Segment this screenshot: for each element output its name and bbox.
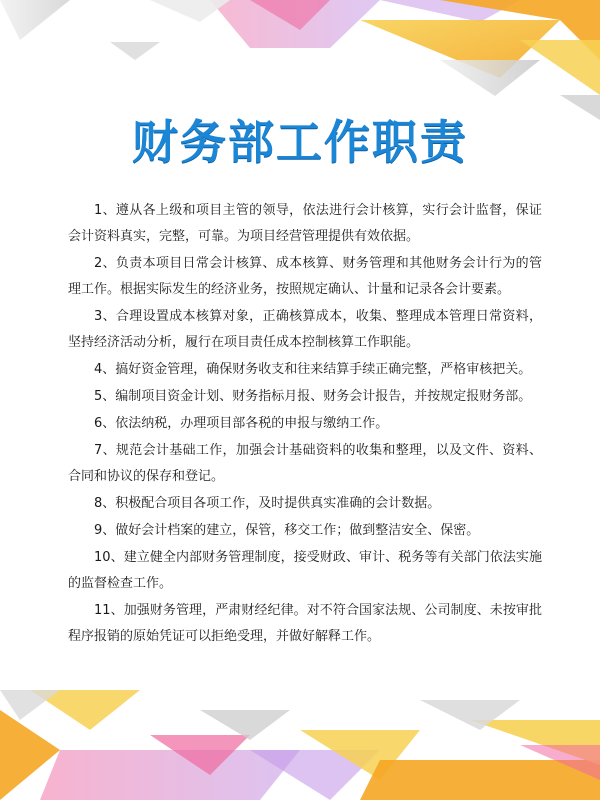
- poster-title: 财务部工作职责: [132, 115, 468, 169]
- duty-item: 10、建立健全内部财务管理制度，接受财政、审计、税务等有关部门依法实施的监督检查工作。: [68, 550, 542, 591]
- duty-item: 2、负责本项目日常会计核算、成本核算、财务管理和其他财务会计行为的管理工作。根据实际发生的经济业务，按照规定确认、计量和记录各会计要素。: [68, 256, 542, 297]
- top-gray-triangle: [440, 60, 540, 96]
- bottom-pink-triangle: [150, 735, 250, 775]
- duty-item: 7、规范会计基础工作，加强会计基础资料的收集和整理，以及文件、资料、合同和协议的保存和登记。: [68, 443, 542, 484]
- bottom-pink-right: [520, 745, 600, 780]
- duty-item: 5、编制项目资金计划、财务指标月报、财务会计报告，并按规定报财务部。: [94, 389, 532, 404]
- bottom-left-yellow: [30, 690, 140, 730]
- bottom-gray-right: [420, 700, 520, 730]
- duties-list: [68, 198, 542, 651]
- top-orange-triangle: [440, 0, 600, 60]
- top-yellow-right: [520, 40, 600, 95]
- bottom-orange-right: [360, 760, 600, 800]
- duty-item: 3、合理设置成本核算对象，正确核算成本，收集、整理成本管理日常资料，坚持经济活动分析，履行在项目责任成本控制核算工作职能。: [68, 309, 542, 350]
- bottom-left-orange: [0, 710, 60, 800]
- bottom-yellow-mid: [300, 730, 420, 780]
- duty-item: 8、积极配合项目各项工作，及时提供真实准确的会计数据。: [94, 496, 441, 511]
- duty-item: 6、依法纳税，办理项目部各税的申报与缴纳工作。: [94, 416, 389, 431]
- top-yellow-triangle: [360, 20, 560, 78]
- top-left-gray-triangle-2: [110, 42, 160, 60]
- duty-item: 9、做好会计档案的建立，保管，移交工作；做到整洁安全、保密。: [94, 523, 480, 538]
- top-left-gray-triangle: [0, 0, 70, 40]
- duty-item: 4、搞好资金管理，确保财务收支和往来结算手续正确完整，严格审核把关。: [94, 362, 532, 377]
- bottom-yellow-right: [470, 720, 600, 765]
- duty-item: 11、加强财务管理，严肃财经纪律。对不符合国家法规、公司制度、未按审批程序报销的原始凭证可以拒绝受理，并做好解释工作。: [68, 603, 542, 644]
- bottom-left-gray: [0, 690, 60, 720]
- top-pink-triangle: [250, 0, 330, 30]
- top-pink-band: [210, 0, 380, 48]
- duty-item: 1、遵从各上级和项目主管的领导，依法进行会计核算，实行会计监督，保证会计资料真实，完整，可靠。为项目经营管理提供有效依据。: [68, 203, 542, 244]
- bottom-pink-band: [40, 750, 300, 800]
- top-light-triangle: [150, 0, 230, 22]
- bottom-gray-mid: [200, 710, 290, 740]
- bottom-decoration: [0, 690, 600, 800]
- top-purple-triangle: [380, 0, 520, 22]
- bottom-purple-triangle: [250, 750, 380, 800]
